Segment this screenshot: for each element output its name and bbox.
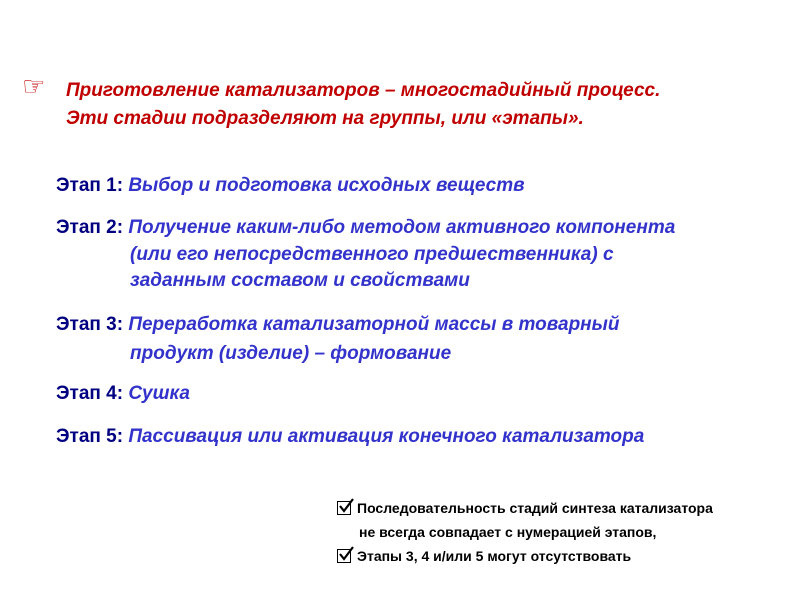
stage-label: Этап 4: <box>56 383 124 404</box>
stage-text: Переработка катализаторной массы в товарный <box>128 314 620 335</box>
intro-line-2: Эти стадии подразделяют на группы, или «этапы». <box>66 108 584 129</box>
pointing-hand-icon: ☞ <box>22 72 46 102</box>
stage-label: Этап 2: <box>56 217 124 238</box>
stage-2-line-2: (или его непосредственного предшественника) с <box>130 244 614 265</box>
note-2 <box>337 548 631 564</box>
stage-label: Этап 5: <box>56 426 124 447</box>
checkbox-checked-icon <box>337 501 351 515</box>
stage-text: Пассивация или активация конечного катализатора <box>128 426 645 447</box>
stage-4 <box>56 381 190 407</box>
stage-2-line-3: заданным составом и свойствами <box>130 270 470 291</box>
stage-label: Этап 3: <box>56 314 124 335</box>
stage-3 <box>56 312 619 338</box>
note-1-line-2: не всегда совпадает с нумерацией этапов, <box>359 524 657 540</box>
stage-text: Выбор и подготовка исходных веществ <box>128 175 525 196</box>
stage-2 <box>56 215 675 241</box>
stage-text: Сушка <box>128 383 190 404</box>
note-1-line-1: Последовательность стадий синтеза катализатора <box>357 500 713 516</box>
stage-5 <box>56 424 644 450</box>
stage-label: Этап 1: <box>56 175 124 196</box>
intro-line-1: Приготовление катализаторов – многостадийный процесс. <box>66 80 661 101</box>
note-2-line-1: Этапы 3, 4 и/или 5 могут отсутствовать <box>357 548 632 564</box>
checkbox-checked-icon <box>337 549 351 563</box>
stage-text: Получение каким-либо методом активного компонента <box>128 217 676 238</box>
stage-3-line-2: продукт (изделие) – формование <box>130 343 452 364</box>
stage-1 <box>56 173 525 199</box>
note-1 <box>337 500 713 516</box>
